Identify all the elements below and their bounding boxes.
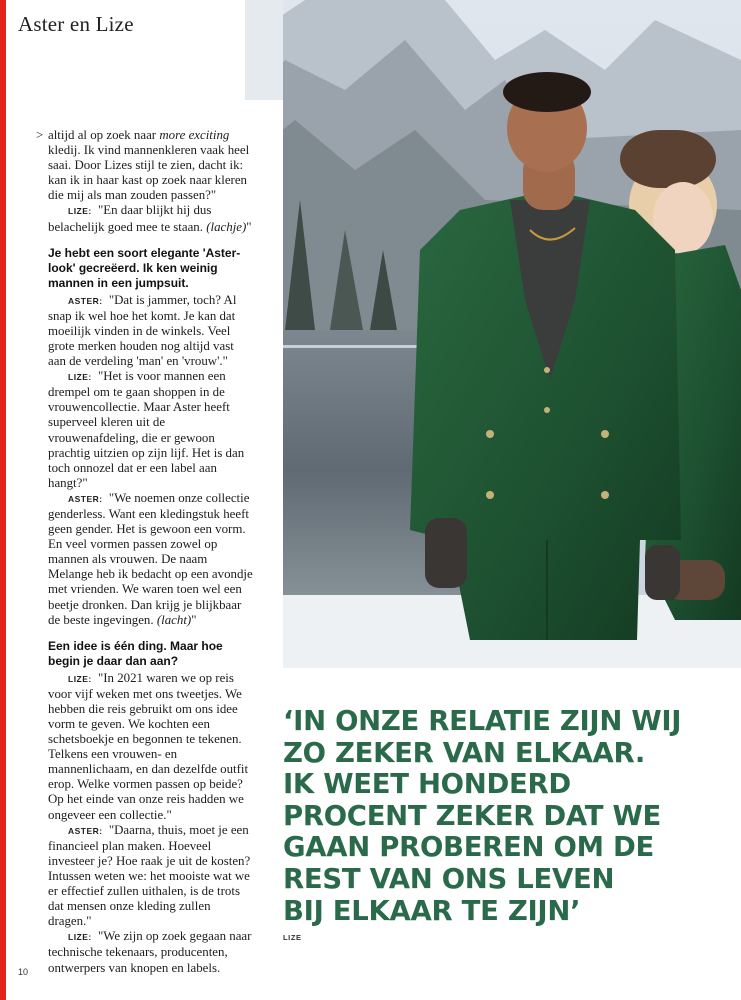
article-paragraph: > altijd al op zoek naar more exciting kledij. Ik vind mannenkleren vaak heel saai. Door Lizes stijl te zien, dacht ik: kan ik in haar kast op zoek naar kleren die mij als man zouden passen?" [36, 128, 250, 203]
interview-question: Een idee is één ding. Maar hoe begin je daar dan aan? [48, 638, 223, 668]
speaker-label: LIZE: [68, 673, 92, 684]
article-paragraph: LIZE: "Het is voor mannen een drempel om te gaan shoppen in de vrouwencollectie. Maar Aster heeft superveel kleren uit de vrouwenafdeling, die er gewoon prachtig uitzien op zijn lijf. Het is dan toch onnozel dat er een label aan hangt?" [48, 369, 245, 490]
continuation-arrow-icon: > [36, 128, 44, 142]
section-header: Aster en Lize [18, 12, 134, 36]
article-paragraph: ASTER: "Daarna, thuis, moet je een financieel plan maken. Hoeveel investeer je? Hoe raak je uit de kosten? Intussen weten we: het mooiste wat we er effectief zullen uithalen, is de trots dat mensen onze kleding zullen dragen." [48, 822, 251, 929]
article-paragraph: LIZE: "En daar blijkt hij dus belachelijk goed mee te staan. (lachje)" [48, 203, 252, 234]
article-paragraph: LIZE: "We zijn op zoek gegaan naar technische tekenaars, producenten, ontwerpers van knopen en labels. [48, 929, 252, 975]
couple-in-green-suits-photo [245, 0, 741, 668]
pull-quote-line: ‘IN ONZE RELATIE ZIJN WIJ [283, 705, 682, 737]
red-margin-bar [0, 0, 6, 1000]
cover-photo [245, 0, 741, 668]
pull-quote-line: IK WEET HONDERD [283, 768, 571, 801]
article-column [36, 128, 254, 976]
speaker-label: LIZE: [68, 932, 92, 943]
interview-question: Je hebt een soort elegante 'Aster-look' gecreëerd. Ik ken weinig mannen in een jumpsuit. [48, 245, 241, 290]
page-number: 10 [18, 967, 29, 977]
pull-quote-line: GAAN PROBEREN OM DE [283, 831, 654, 864]
speaker-label: ASTER: [68, 493, 103, 504]
article-paragraph: LIZE: "In 2021 waren we op reis voor vijf weken met ons tweetjes. We hebben die reis gebruikt om ons idee vorm te geven. We kochten een schetsboekje en begonnen te tekenen. Telkens een vrouwen- en mannenlichaam, en dan dezelfde outfit erop. Welke vormen passen op beide? Op het einde van onze reis hadden we ongeveer een collectie." [48, 670, 249, 822]
speaker-label: LIZE: [68, 372, 92, 383]
article-paragraph: ASTER: "Dat is jammer, toch? Al snap ik wel hoe het komt. Je kan dat moeilijk vinden in de winkels. Veel grote merken houden nog altijd vast aan de verdeling 'man' en 'vrouw'." [48, 292, 237, 369]
speaker-label: LIZE: [68, 206, 92, 217]
article-paragraph: ASTER: "We noemen onze collectie genderless. Want een kledingstuk heeft geen gender. Het is gewoon een vorm. En veel vormen passen zowel op mannen als vrouwen. De naam Melange heb ik bedacht op een avondje met vrienden. We waren toen wel een beetje dronken. Dan krijg je blijkbaar de beste ingevingen. (lacht)" [48, 490, 253, 627]
pull-quote-line: BIJ ELKAAR TE ZIJN’ [283, 894, 581, 927]
pull-quote-line: ZO ZEKER VAN ELKAAR. [283, 736, 646, 769]
pull-quote-attribution: LIZE [283, 933, 302, 942]
speaker-label: ASTER: [68, 825, 103, 836]
pull-quote-line: PROCENT ZEKER DAT WE [283, 799, 662, 832]
speaker-label: ASTER: [68, 295, 103, 306]
pull-quote [283, 706, 733, 927]
pull-quote-line: REST VAN ONS LEVEN [283, 862, 615, 895]
